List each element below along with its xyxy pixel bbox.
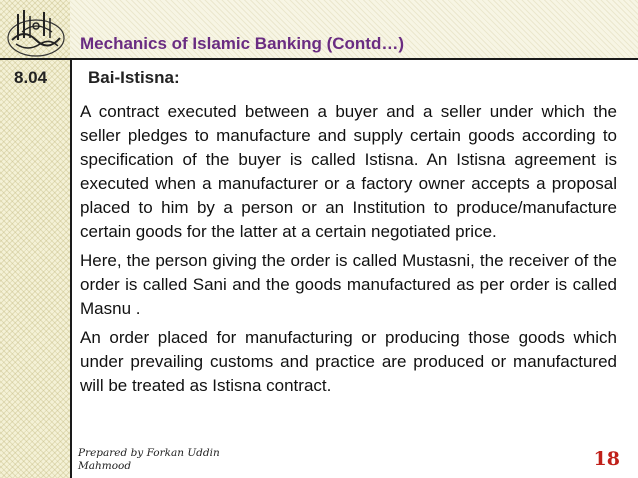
header-divider — [0, 58, 638, 60]
author-line-2: Mahmood — [78, 460, 132, 472]
author-credit — [78, 447, 238, 473]
section-number: 8.04 — [14, 68, 48, 87]
calligraphy-logo-icon — [4, 4, 68, 62]
body-content — [80, 100, 617, 403]
author-line-1: Prepared by Forkan Uddin — [78, 447, 220, 459]
paragraph-definition: A contract executed between a buyer and a seller under which the seller pledges to manufacture and supply certain goods according to specification of the buyer is called Istisna. An Istisna agreement is executed when a manufacturer or a factory owner accepts a proposal placed to him by a person or an Institution to produce/manufacture certain goods for the latter at a certain negotiated price. — [80, 102, 617, 241]
section-heading: Bai-Istisna: — [88, 68, 180, 87]
paragraph-parties: Here, the person giving the order is called Mustasni, the receiver of the order is called Sani and the goods manufactured as per order is called Masnu . — [80, 251, 617, 318]
sidebar-divider — [70, 58, 72, 478]
paragraph-scope: An order placed for manufacturing or producing those goods which under prevailing customs and practice are produced or manufactured will be treated as Istisna contract. — [80, 328, 617, 395]
page-number: 18 — [593, 448, 620, 470]
slide-title: Mechanics of Islamic Banking (Contd…) — [80, 34, 404, 53]
